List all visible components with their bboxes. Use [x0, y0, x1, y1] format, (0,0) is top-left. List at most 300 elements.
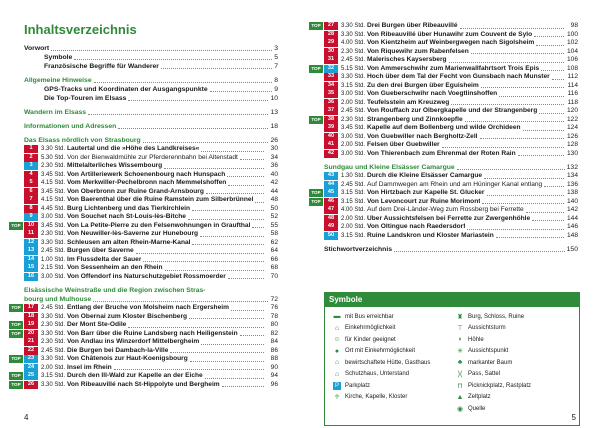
page-ref: 106 [566, 56, 578, 63]
tour-duration: 2.45 Std. [341, 108, 366, 114]
tour-title: Auf dem Drei-Länder-Weg zum Rossberg bei Ferrette [367, 206, 524, 213]
dot-leader [534, 32, 564, 37]
top-tour-badge: TOP [9, 330, 23, 338]
dot-leader [552, 75, 564, 80]
tour-title: Von Offendorf ins Naturschutzgebiet Rossmoerder [67, 272, 226, 280]
toc-entry[interactable] [11, 355, 278, 364]
tour-duration: 3.30 Std. [341, 23, 366, 29]
tour-duration: 2.30 Std. [41, 339, 66, 345]
tour-number-badge: 49 [324, 223, 338, 231]
tour-duration: 3.45 Std. [41, 222, 66, 229]
page-ref: 58 [270, 230, 278, 237]
tour-title: Vom Merkwiller-Pechelbronn nach Memmelshoffen [67, 179, 227, 186]
tour-number-badge: 22 [24, 347, 38, 355]
tour-number-badge: 50 [324, 232, 338, 240]
toc-heading[interactable] [24, 136, 278, 145]
toc-heading[interactable] [24, 76, 278, 85]
tour-number-badge: 25 [24, 372, 38, 380]
page-ref: 116 [567, 90, 578, 97]
dot-leader [189, 314, 264, 319]
toc-heading[interactable] [324, 163, 578, 172]
page-ref: 8 [274, 77, 278, 84]
tour-title: Von Baerenthal über die Ruine Ramstein zum Silberbrünnel [67, 196, 254, 203]
tour-title: Zu den drei Burgen über Eguisheim [367, 81, 479, 89]
tour-duration: 2.15 Std. [41, 265, 66, 271]
legend-label: Kirche, Kapelle, Kloster [345, 394, 408, 401]
section-heading[interactable] [24, 295, 278, 304]
tour-number-badge: 43 [324, 172, 338, 180]
legend-label: Parkplatz [345, 382, 371, 389]
page-ref: 7 [274, 63, 278, 70]
toc-heading[interactable] [24, 122, 278, 131]
tour-title: Mittelalterliches Wissembourg [67, 162, 163, 169]
page-ref: 144 [566, 214, 578, 222]
dot-leader [231, 306, 264, 311]
legend-label: Burg, Schloss, Ruine [468, 313, 525, 320]
toc-entry[interactable] [11, 372, 278, 381]
page-ref: 18 [270, 123, 278, 130]
tour-number-badge: 16 [24, 273, 38, 281]
tour-duration: 3.45 Std. [41, 171, 66, 178]
spring-icon: ◉ [456, 405, 464, 413]
dot-leader [51, 46, 272, 51]
legend-item [452, 392, 575, 404]
toc-entry[interactable] [24, 347, 278, 356]
dot-leader [192, 206, 264, 211]
page-ref: 148 [566, 231, 578, 239]
dot-leader [252, 223, 264, 228]
dot-leader [210, 87, 273, 92]
legend-item [452, 334, 575, 346]
tour-number-badge: 3 [24, 162, 38, 170]
top-tour-badge: TOP [9, 372, 23, 380]
page-ref: 55 [270, 221, 278, 229]
page-ref: 146 [566, 223, 578, 230]
dot-leader [228, 274, 264, 279]
legend-item [329, 323, 452, 335]
toc-heading-label: Das Elsass nördlich von Strasbourg [24, 137, 141, 144]
toc-entry[interactable] [24, 213, 278, 222]
page-ref: 68 [270, 264, 278, 271]
legend-item [329, 369, 452, 381]
toc-entry[interactable] [324, 141, 578, 150]
tour-number-badge: 14 [24, 256, 38, 264]
dot-leader [255, 198, 264, 203]
tour-title: Von Gueberschwihr nach Voegtlinshoffen [367, 90, 498, 97]
tour-number-badge: 39 [324, 124, 338, 132]
toc-entry[interactable] [24, 338, 278, 347]
page-ref: 3 [274, 45, 278, 52]
toc-entry[interactable] [24, 205, 278, 214]
dot-leader [206, 189, 264, 194]
tour-title: Von Levoncourt zur Ruine Morimont [367, 197, 481, 205]
page-ref: 134 [566, 172, 578, 179]
tour-number-badge: 47 [324, 206, 338, 214]
page-ref: 82 [270, 329, 278, 337]
page-ref: 76 [270, 304, 278, 311]
tour-title: Von Rouffach zur Ölbergkapelle und der Strangenberg [367, 107, 538, 114]
tour-duration: 3.15 Std. [341, 232, 366, 239]
page-ref: 36 [270, 162, 278, 169]
tour-title: Im Flussdelta der Sauer [67, 255, 142, 263]
toc-heading-label: Stichwortverzeichnis [324, 246, 392, 253]
toc-entry[interactable] [24, 313, 278, 322]
tower-icon: ⊤ [456, 325, 464, 333]
tour-title: Von Ribeauvillé nach St-Hippolyte und Bergheim [67, 380, 220, 388]
page-ref: 118 [567, 98, 578, 106]
tour-number-badge: 2 [24, 154, 38, 162]
tour-duration: 3.30 Std. [41, 146, 66, 152]
section-heading[interactable] [24, 286, 278, 295]
page-ref: 9 [274, 86, 278, 93]
toc-subentry[interactable] [24, 53, 278, 62]
page-ref: 100 [566, 30, 578, 38]
tour-number-badge: 12 [24, 239, 38, 247]
page-ref: 112 [567, 73, 578, 80]
toc-entry[interactable] [324, 232, 578, 241]
toc-entry[interactable] [24, 196, 278, 205]
tour-duration: 2.30 Std. [41, 231, 66, 237]
tour-number-badge: 21 [24, 338, 38, 346]
tour-title: Von Oberbronn zur Ruine Grand-Arnsbourg [67, 187, 204, 195]
toc-entry[interactable] [311, 115, 578, 125]
dot-leader [496, 233, 564, 238]
page-ref: 66 [270, 255, 278, 263]
tour-duration: 2.00 Std. [341, 99, 366, 106]
dot-leader [544, 182, 564, 187]
child-icon: ☺ [333, 336, 341, 344]
viewpoint-icon: ✳ [457, 348, 463, 356]
tour-duration: 2.45 Std. [341, 181, 366, 188]
toc-entry[interactable] [11, 304, 278, 313]
legend-title: Symbole [325, 293, 579, 307]
right-page [300, 0, 600, 428]
page-ref: 5 [274, 54, 278, 61]
tour-number-badge: 20 [24, 330, 38, 338]
tour-number-badge: 8 [24, 205, 38, 213]
dot-leader [240, 155, 264, 160]
dot-leader [114, 365, 264, 370]
tour-number-badge: 34 [324, 82, 338, 90]
tour-title: Von Kientzheim auf Weinbergwegen nach Sigolsheim [367, 39, 535, 46]
toc-subentry[interactable] [24, 85, 278, 94]
top-tour-badge: TOP [9, 304, 23, 312]
toc-title: Inhaltsverzeichnis [24, 22, 137, 37]
toc-entry[interactable] [11, 321, 278, 330]
toc-entry[interactable] [324, 107, 578, 116]
toc-entry[interactable] [24, 230, 278, 239]
tour-number-badge: 11 [24, 230, 38, 238]
tour-title: Schleusen am alten Rhein-Marne-Kanal [67, 238, 191, 246]
legend-item [329, 334, 452, 346]
tent-icon: ▲ [456, 393, 464, 401]
cave-icon: ◗ [457, 336, 463, 344]
dot-leader [449, 58, 564, 63]
legend-label: für Kinder geeignet [345, 336, 396, 343]
tour-title: Von Sessenheim an den Rhein [67, 264, 163, 271]
tour-number-badge: 4 [24, 171, 38, 179]
symbol-legend [324, 292, 580, 426]
toc-heading-label: Allgemeine Hinweise [24, 77, 92, 84]
toc-entry[interactable] [311, 197, 578, 207]
page-ref: 26 [270, 137, 278, 144]
dot-leader [451, 100, 564, 105]
page-ref: 70 [270, 272, 278, 280]
tour-duration: 1.30 Std. [341, 173, 366, 179]
tour-title: Von Riquewihr zum Rabenfelsen [367, 47, 469, 55]
tour-title: Von Souchet nach St-Louis-lès-Bitche [67, 213, 186, 220]
dot-leader [499, 92, 564, 97]
dot-leader [136, 249, 264, 254]
dot-leader [526, 208, 564, 213]
legend-label: Aussichtspunkt [468, 348, 509, 355]
toc-entry[interactable] [24, 188, 278, 197]
legend-item [452, 311, 575, 323]
section-label: bourg und Mulhouse [24, 296, 92, 303]
legend-label: mit Bus erreichbar [345, 313, 394, 320]
tour-number-badge: 15 [24, 264, 38, 272]
dot-leader [143, 138, 269, 143]
tour-duration: 2.00 Std. [41, 364, 66, 371]
toc-heading-label: Wandern im Elsass [24, 109, 87, 116]
tour-duration: 3.30 Std. [41, 239, 66, 246]
legend-label: Höhle [468, 336, 484, 343]
toc-entry[interactable] [324, 124, 578, 133]
tour-number-badge: 37 [324, 107, 338, 115]
top-tour-badge: TOP [9, 321, 23, 329]
legend-label: Aussichtsturm [468, 325, 506, 332]
dot-leader [128, 96, 268, 101]
toc-heading[interactable] [324, 245, 578, 254]
tour-duration: 2.45 Std. [41, 347, 66, 354]
toc-entry[interactable] [324, 150, 578, 159]
tour-title: Von Barr über die Ruine Landsberg nach Heiligenstein [67, 329, 238, 337]
legend-item [329, 380, 452, 392]
tour-number-badge: 6 [24, 188, 38, 196]
top-tour-badge: TOP [309, 116, 323, 124]
toc-entry[interactable] [24, 256, 278, 265]
tour-duration: 2.00 Std. [341, 142, 366, 148]
page-ref: 30 [270, 145, 278, 152]
pass-icon: )( [457, 370, 463, 378]
toc-entry[interactable] [24, 264, 278, 273]
tour-number-badge: 10 [24, 222, 38, 230]
tour-number-badge: 42 [324, 150, 338, 158]
dot-leader [74, 55, 272, 60]
page-ref: 98 [570, 22, 578, 29]
toc-entry[interactable] [324, 73, 578, 82]
tour-title: Von Ammerschwihr zum Marienwallfahrtsort Trois Épis [367, 64, 540, 72]
toc-entry[interactable] [324, 56, 578, 65]
toc-entry[interactable] [24, 247, 278, 256]
toc-entry[interactable] [324, 181, 578, 190]
tour-number-badge: 24 [24, 364, 38, 372]
legend-item [452, 323, 575, 335]
page-number-right: 5 [571, 413, 576, 422]
toc-entry[interactable] [324, 31, 578, 40]
tour-title: Über Aussichtsfelsen bei Ferrette zur Zwergenhöhle [367, 214, 531, 222]
page-ref: 42 [270, 179, 278, 186]
toc-heading-label: Vorwort [24, 45, 50, 52]
toc-entry[interactable] [11, 329, 278, 339]
dot-leader [94, 78, 273, 83]
page-ref: 150 [566, 246, 578, 253]
tour-number-badge: 1 [24, 145, 38, 153]
page-ref: 102 [566, 39, 578, 46]
toc-entry[interactable] [24, 171, 278, 180]
dot-leader [165, 266, 264, 271]
page-ref: 90 [270, 363, 278, 371]
toc-entry[interactable] [324, 215, 578, 224]
tour-title: Von Neuwiller-lès-Saverne zur Hunebourg [67, 230, 199, 237]
top-tour-badge: TOP [9, 355, 23, 363]
tour-duration: 2.30 Std. [341, 48, 366, 55]
toc-entry[interactable] [324, 48, 578, 57]
tour-title: Von La Petite-Pierre zu den Felsenwohnungen in Graufthal [67, 221, 251, 229]
toc-entry[interactable] [324, 99, 578, 108]
toc-subentry[interactable] [24, 94, 278, 103]
tour-number-badge: 5 [24, 179, 38, 187]
toc-entry[interactable] [311, 64, 578, 74]
toc-entry[interactable] [324, 90, 578, 99]
legend-item [329, 357, 452, 369]
dot-leader [205, 374, 264, 379]
legend-label: Ort mit Einkehrmöglichkeit [345, 348, 416, 355]
tour-duration: 2.45 Std. [41, 248, 66, 254]
toc-entry[interactable] [324, 206, 578, 215]
toc-entry[interactable] [24, 154, 278, 163]
tour-duration: 3.00 Std. [341, 150, 366, 157]
tour-title: Von Obernai zum Kloster Bischenberg [67, 312, 188, 320]
page-ref: 44 [270, 187, 278, 195]
dot-leader [481, 83, 564, 88]
legend-item [452, 403, 575, 415]
toc-entry[interactable] [24, 145, 278, 154]
tour-number-badge: 40 [324, 133, 338, 141]
toc-heading[interactable] [24, 44, 278, 53]
tour-duration: 2.30 Std. [41, 322, 66, 328]
tour-duration: 2.00 Std. [341, 215, 366, 222]
tour-number-badge: 36 [324, 99, 338, 107]
page-ref: 34 [270, 153, 278, 161]
dot-leader [457, 165, 565, 170]
toc-heading[interactable] [24, 108, 278, 117]
church-icon: ♱ [334, 394, 340, 402]
toc-entry[interactable] [24, 162, 278, 171]
tour-title: Von Oltingue nach Raedersdorf [367, 223, 466, 230]
toc-entry[interactable] [11, 380, 278, 390]
tour-number-badge: 23 [24, 355, 38, 363]
dot-leader [201, 340, 264, 345]
toc-entry[interactable] [24, 273, 278, 282]
toc-entry[interactable] [311, 22, 578, 31]
tour-title: Die Burgen bei Dambach-la-Ville [67, 346, 169, 354]
toc-entry[interactable] [324, 82, 578, 91]
tour-duration: 2.30 Std. [341, 116, 366, 123]
toc-subentry[interactable] [24, 62, 278, 71]
tour-number-badge: 45 [324, 189, 338, 197]
legend-item [329, 346, 452, 358]
legend-item [452, 369, 575, 381]
shop-icon: ⌂ [334, 324, 340, 332]
dot-leader [240, 331, 264, 336]
toc-entry[interactable] [24, 239, 278, 248]
tour-number-badge: 28 [324, 31, 338, 39]
top-tour-badge: TOP [9, 381, 23, 389]
tour-duration: 3.45 Std. [341, 125, 366, 131]
tour-number-badge: 18 [24, 313, 38, 321]
tour-duration: 2.30 Std. [41, 163, 66, 169]
toc-entry[interactable] [11, 221, 278, 231]
toc-entry[interactable] [324, 39, 578, 48]
toc-heading-label: Informationen und Adressen [24, 123, 117, 130]
tour-title: Hoch über dem Tal der Fecht von Gunsbach nach Munster [367, 73, 550, 80]
legend-item [452, 346, 575, 358]
bus-icon: ▬ [333, 313, 341, 321]
dot-leader [88, 110, 268, 115]
toc-entry[interactable] [324, 223, 578, 232]
tour-title: Von Châtenois zur Haut-Koenigsbourg [67, 355, 188, 362]
toc-entry[interactable] [324, 172, 578, 181]
page-ref: 78 [270, 312, 278, 320]
page-ref: 120 [566, 107, 578, 114]
tour-duration: 3.00 Std. [41, 214, 66, 220]
tour-title: Burg Lichtenberg und das Tierkirchlein [67, 204, 190, 212]
dot-leader [93, 297, 268, 302]
toc-entry[interactable] [311, 189, 578, 198]
top-tour-badge: TOP [9, 222, 23, 230]
tour-number-badge: 26 [24, 381, 38, 389]
tour-duration: 3.30 Std. [341, 31, 366, 38]
tour-duration: 3.15 Std. [41, 373, 66, 379]
tour-title: Von Guebwiller nach Bergholtz-Zell [367, 132, 478, 140]
tour-duration: 4.00 Std. [341, 40, 366, 46]
tour-duration: 3.30 Std. [341, 74, 366, 80]
page-ref: 104 [566, 47, 578, 55]
tour-duration: 2.00 Std. [341, 224, 366, 230]
toc-entry[interactable] [24, 364, 278, 373]
tour-duration: 1.00 Std. [41, 256, 66, 263]
tour-title: Durch den Ill-Wald zur Kapelle an der Eiche [67, 372, 203, 379]
tour-duration: 3.45 Std. [41, 188, 66, 195]
page-ref: 84 [270, 338, 278, 345]
page-ref: 50 [270, 204, 278, 212]
tour-title: Auf Dammwegen am Rhein und am Hüninger Kanal entlang [367, 180, 543, 188]
dot-leader [484, 174, 564, 179]
tour-duration: 3.00 Std. [341, 91, 366, 97]
tour-title: Durch die Kleine Elsässer Camargue [367, 172, 483, 179]
dot-leader [228, 181, 264, 186]
tour-number-badge: 27 [324, 22, 338, 30]
page-ref: 126 [566, 132, 578, 140]
tour-title: Teufelsstein am Kreuzweg [367, 98, 450, 106]
toc-entry[interactable] [324, 133, 578, 142]
legend-label: Schutzhaus, Unterstand [345, 371, 410, 378]
tour-duration: 5.15 Std. [341, 65, 366, 72]
toc-entry[interactable] [24, 179, 278, 188]
page-ref: 88 [270, 355, 278, 362]
page-ref: 96 [270, 380, 278, 388]
tour-title: Strangenberg und Zinnkoepfle [367, 115, 463, 123]
page-ref: 80 [270, 321, 278, 328]
tour-title: Insel im Rhein [67, 363, 112, 371]
dot-leader [480, 134, 564, 139]
tour-number-badge: 7 [24, 196, 38, 204]
legend-label: Einkehrmöglichkeit [345, 325, 396, 332]
tour-title: Felsen über Guebwiller [367, 141, 440, 148]
tour-duration: 3.15 Std. [341, 198, 366, 205]
page-ref: 142 [566, 206, 578, 213]
